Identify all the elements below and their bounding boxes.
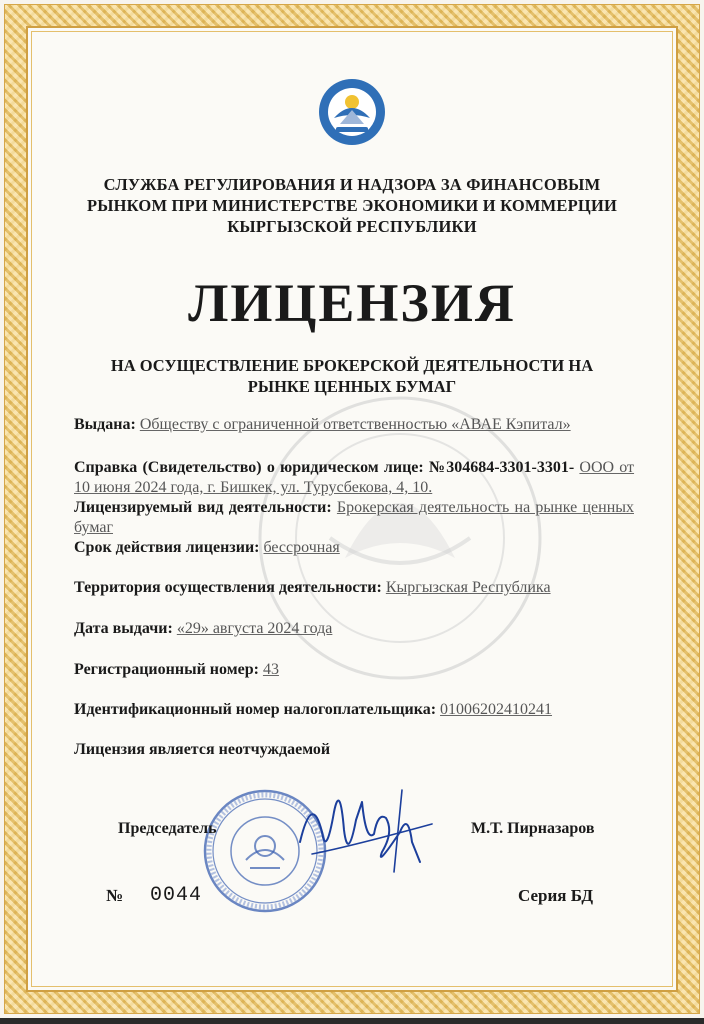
number-sign: № [106, 886, 124, 905]
license-form-number: 0044 [150, 884, 203, 907]
registration-label: Регистрационный номер: [74, 661, 259, 678]
issue-date-label: Дата выдачи: [74, 620, 173, 637]
inalienable-note: Лицензия является неотчуждаемой [74, 741, 331, 758]
kyrgyz-emblem-icon [318, 78, 386, 146]
inalienable-row [74, 740, 634, 760]
certificate-label: Справка (Свидетельство) о юридическом лице: [74, 459, 424, 476]
subtitle-line: РЫНКЕ ЦЕННЫХ БУМАГ [247, 377, 457, 396]
territory-value: Кыргызская Республика [385, 579, 551, 596]
document-title: ЛИЦЕНЗИЯ [188, 273, 516, 333]
chairman-label: Председатель [118, 820, 217, 837]
issuer-header [60, 174, 644, 237]
validity-value: бессрочная [263, 539, 340, 556]
validity-row [74, 538, 634, 558]
certificate-value: ООО от 10 июня 2024 года, г. Бишкек, ул. Турусбекова, 4, 10. [74, 459, 635, 496]
scan-edge [0, 1018, 704, 1024]
activity-row [74, 498, 634, 538]
tin-label: Идентификационный номер налогоплательщика: [74, 701, 437, 718]
signature-icon [282, 772, 452, 882]
tin-value: 01006202410241 [440, 701, 553, 718]
document-subtitle [60, 355, 644, 397]
header-line: СЛУЖБА РЕГУЛИРОВАНИЯ И НАДЗОРА ЗА ФИНАНСОВЫМ [103, 175, 601, 194]
issue-date-value: «29» августа 2024 года [176, 620, 333, 637]
territory-label: Территория осуществления деятельности: [74, 579, 382, 596]
header-line: КЫРГЫЗСКОЙ РЕСПУБЛИКИ [227, 217, 477, 236]
issued-value: Обществу с ограниченной ответственностью «АВАЕ Кэпитал» [139, 416, 571, 433]
issued-label: Выдана: [74, 416, 136, 433]
subtitle-line: НА ОСУЩЕСТВЛЕНИЕ БРОКЕРСКОЙ ДЕЯТЕЛЬНОСТИ НА [110, 356, 594, 375]
issued-to-row [74, 415, 634, 435]
territory-row [74, 578, 634, 598]
chairman-name: М.Т. Пирназаров [471, 820, 595, 837]
certificate-number: №304684-3301-3301- [428, 459, 575, 476]
header-line: РЫНКОМ ПРИ МИНИСТЕРСТВЕ ЭКОНОМИКИ И КОММЕРЦИИ [86, 196, 618, 215]
activity-value: Брокерская деятельность на рынке ценных бумаг [74, 499, 634, 536]
issue-date-row [74, 619, 634, 639]
registration-row [74, 660, 634, 680]
certificate-row [74, 458, 634, 498]
registration-value: 43 [262, 661, 279, 678]
tin-row [74, 700, 634, 720]
activity-label: Лицензируемый вид деятельности: [74, 499, 332, 516]
validity-label: Срок действия лицензии: [74, 539, 260, 556]
series-label: Серия БД [518, 886, 594, 905]
